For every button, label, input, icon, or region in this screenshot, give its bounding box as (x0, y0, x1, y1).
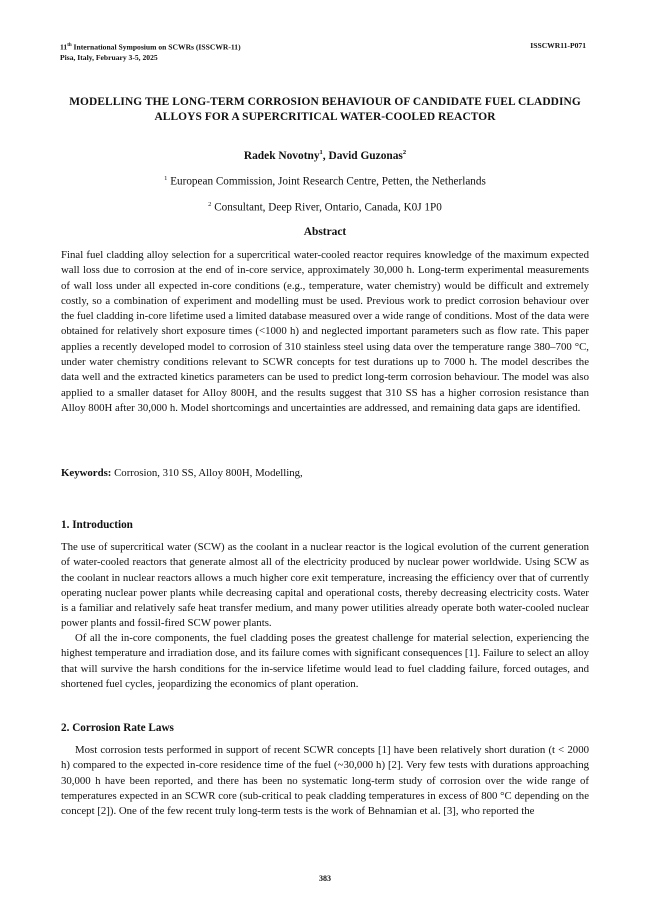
author-name: Radek Novotny (243, 149, 320, 162)
conference-header (60, 41, 241, 63)
keywords-label: Keywords: (61, 467, 112, 479)
body-paragraph: Most corrosion tests performed in support of recent SCWR concepts [1] have been relatively short duration (t < 2000 h) compared to the expected in-core residence time of the fuel (~30,000 h) [2]. Very few tests with durations approaching 30,000 h have been reported, and there has been no systematic long-term study of corrosion over the wide range of temperatures expected in an SCWR core (sub-critical to peak cladding temperatures in excess of 800 °C depending on the concept [2]). One of the few recent truly long-term tests is the work of Behnamian et al. [3], who reported the (61, 744, 589, 818)
abstract-heading: Abstract (303, 226, 347, 238)
conference-location: Pisa, Italy, February 3-5, 2025 (60, 52, 158, 62)
affiliation-2: $^2$ Consultant, Deep River, Ontario, Canada, K0J 1P0 (208, 201, 442, 214)
abstract-text: Final fuel cladding alloy selection for a supercritical water-cooled reactor requires knowledge of the maximum expected wall loss due to corrosion at the end of in-core service, approximately 30,000 h. Long-term experimental measurements of wall loss under all expected in-core conditions (e.g., temperature, water chemistry) would be difficult and extremely costly, so a combination of experiment and modelling must be used. Previous work to predict corrosion behaviour over the fuel cladding in-core lifetime used a limited database measured over a wide range of conditions. Most of the data were obtained for relatively short exposure times (<1000 h) and neglected important parameters such as flow rate. This paper applies a recently developed model to corrosion of 310 stainless steel using data over the temperature range 380–700 °C, under water chemistry conditions relevant to SCWR concepts for test durations up to 7000 h. The model describes the data well and the extracted kinetics parameters can be used to predict long-term corrosion behaviour. The model was also applied to a smaller dataset for Alloy 800H, and the results suggest that 310 SS has a higher corrosion resistance than Alloy 800H after 30,000 h. Model shortcomings and uncertainties are addressed, and remaining data gaps are identified. (61, 249, 589, 414)
paper-title: MODELLING THE LONG-TERM CORROSION BEHAVIOUR OF CANDIDATE FUEL CLADDING ALLOYS FOR A SUPERCRITICAL WATER-COOLED REACTOR (69, 96, 581, 123)
body-paragraph: The use of supercritical water (SCW) as the coolant in a nuclear reactor is the logical evolution of the current generation of water-cooled reactors that generate almost all of the electricity produced by nuclear power worldwide. Using SCW as the coolant in nuclear reactors allows a much higher core exit temperature, increasing the efficiency over that of currently operating nuclear power plants while decreasing capital and operational costs, thereby decreasing electricity costs. Water is a familiar and relatively safe heat transfer medium, and many power utilities already operate both water-cooled nuclear power plants and fossil-fired SCW power plants. (61, 541, 589, 630)
affiliation-1: $^1$ European Commission, Joint Research Centre, Petten, the Netherlands (164, 175, 486, 188)
section-heading-corrosion-rate-laws: 2. Corrosion Rate Laws (61, 722, 174, 734)
section-heading-introduction: 1. Introduction (61, 519, 133, 531)
author-name: David Guzonas (328, 149, 403, 162)
body-paragraph: Of all the in-core components, the fuel cladding poses the greatest challenge for material selection, experiencing the highest temperature and irradiation dose, and its failure comes with significant consequences [1]. Failure to select an alloy that will survive the harsh conditions for the in-service lifetime would lead to fuel cladding failure, forced outages, and shortened fuel cycles, jeopardizing the economics of plant operation. (61, 632, 589, 690)
paper-id: ISSCWR11-P071 (530, 41, 586, 50)
conference-name: 11th International Symposium on SCWRs (ISSCWR-11) (60, 42, 241, 52)
author-list: Radek Novotny$^1$, David Guzonas$^2$ (243, 149, 407, 162)
keywords: Keywords: Corrosion, 310 SS, Alloy 800H, Modelling, (61, 467, 303, 479)
page-number: 383 (319, 874, 331, 883)
